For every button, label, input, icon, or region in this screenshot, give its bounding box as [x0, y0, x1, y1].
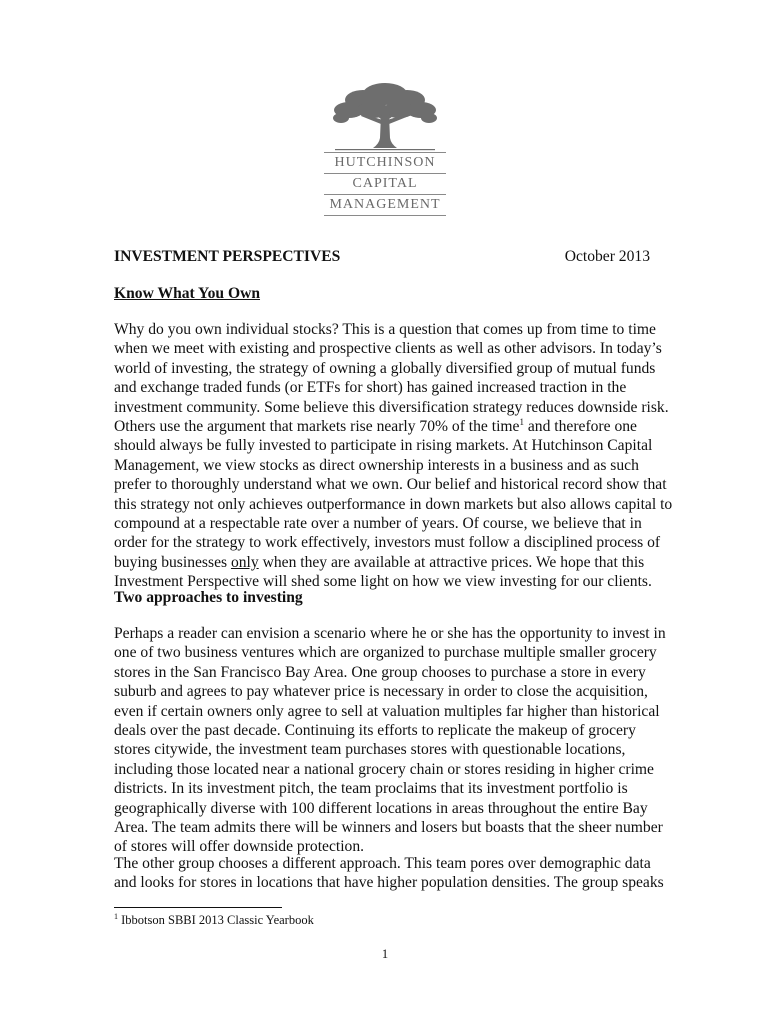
footnote-divider	[114, 907, 282, 908]
firm-name-line-3: MANAGEMENT	[329, 197, 441, 212]
text-line: Perhaps a reader can envision a scenario where he or she has the opportunity to invest in	[114, 625, 666, 642]
paragraph-two-approaches-1	[114, 624, 666, 857]
text-line	[114, 553, 654, 572]
text-span: buying businesses	[114, 553, 231, 571]
text-line: one of two business ventures which are organized to purchase multiple smaller grocery	[114, 644, 657, 662]
paragraph-two-approaches-2	[114, 854, 664, 893]
text-line: Why do you own individual stocks? This is a question that comes up from time to time	[114, 321, 656, 338]
text-line: even if certain owners only agree to sell at valuation multiples far higher than historical	[114, 702, 660, 720]
text-line: of stores will offer downside protection.	[114, 838, 365, 856]
footnote-text: Ibbotson SBBI 2013 Classic Yearbook	[118, 913, 314, 927]
text-line: this strategy not only achieves outperformance in down markets but also allows capital to	[114, 495, 673, 513]
text-line	[114, 417, 654, 436]
section-heading-two-approaches: Two approaches to investing	[114, 589, 303, 606]
oak-tree-icon	[333, 80, 437, 152]
text-line: world of investing, the strategy of owning a globally diversified group of mutual funds	[114, 359, 656, 377]
text-line: districts. In its investment pitch, the team proclaims that its investment portfolio is	[114, 780, 628, 798]
text-line: geographically diverse with 100 different locations in areas throughout the entire Bay	[114, 799, 648, 817]
text-line: Investment Perspective will shed some light on how we view investing for our clients.	[114, 573, 652, 591]
text-line: Management, we view stocks as direct ownership interests in a business and as such	[114, 456, 639, 474]
document-date: October 2013	[564, 248, 650, 265]
text-line: compound at a respectable rate over a number of years. Of course, we believe that in	[114, 514, 642, 532]
text-line: stores citywide, the investment team purchases stores with questionable locations,	[114, 741, 626, 759]
footnote	[114, 913, 314, 928]
page-number: 1	[381, 947, 389, 961]
text-line: and exchange traded funds (or ETFs for short) has gained increased traction in the	[114, 379, 627, 397]
document-header	[114, 247, 650, 267]
firm-logo	[322, 80, 448, 216]
text-span: when they are available at attractive prices. We hope that this	[258, 553, 645, 571]
text-line: The other group chooses a different approach. This team pores over demographic data	[114, 855, 651, 872]
paragraph-know-what-you-own	[114, 320, 673, 591]
text-line: including those located near a national grocery chain or stores residing in higher crime	[114, 760, 654, 778]
text-line: order for the strategy to work effectively, investors must follow a disciplined process of	[114, 534, 661, 552]
footnote-mark: 1	[114, 912, 118, 921]
text-line: prefer to thoroughly understand what we own. Our belief and historical record show that	[114, 476, 667, 494]
firm-name-line-2: CAPITAL	[352, 176, 418, 191]
underlined-emphasis: only	[230, 553, 259, 571]
text-line: suburb and agrees to pay whatever price is necessary in order to close the acquisition,	[114, 683, 648, 701]
text-line: and looks for stores in locations that have higher population densities. The group speaks	[114, 874, 664, 892]
footnote-reference: 1	[519, 416, 524, 427]
text-line: Area. The team admits there will be winners and losers but boasts that the sheer number	[114, 818, 663, 836]
text-line: when we meet with existing and prospective clients as well as other advisors. In today’s	[114, 340, 662, 358]
text-line: investment community. Some believe this diversification strategy reduces downside risk.	[114, 398, 669, 416]
document-title: INVESTMENT PERSPECTIVES	[114, 248, 341, 265]
text-line: deals over the past decade. Continuing its efforts to replicate the makeup of grocery	[114, 721, 636, 739]
text-line: should always be fully invested to participate in rising markets. At Hutchinson Capital	[114, 437, 653, 455]
text-line: stores in the San Francisco Bay Area. One group chooses to purchase a store in every	[114, 663, 646, 681]
section-heading-know-what-you-own: Know What You Own	[114, 285, 261, 302]
firm-name	[322, 152, 448, 216]
text-span: Others use the argument that markets rise nearly 70% of the time	[114, 417, 520, 435]
text-span: and therefore one	[523, 417, 637, 435]
firm-name-line-1: HUTCHINSON	[334, 155, 436, 170]
